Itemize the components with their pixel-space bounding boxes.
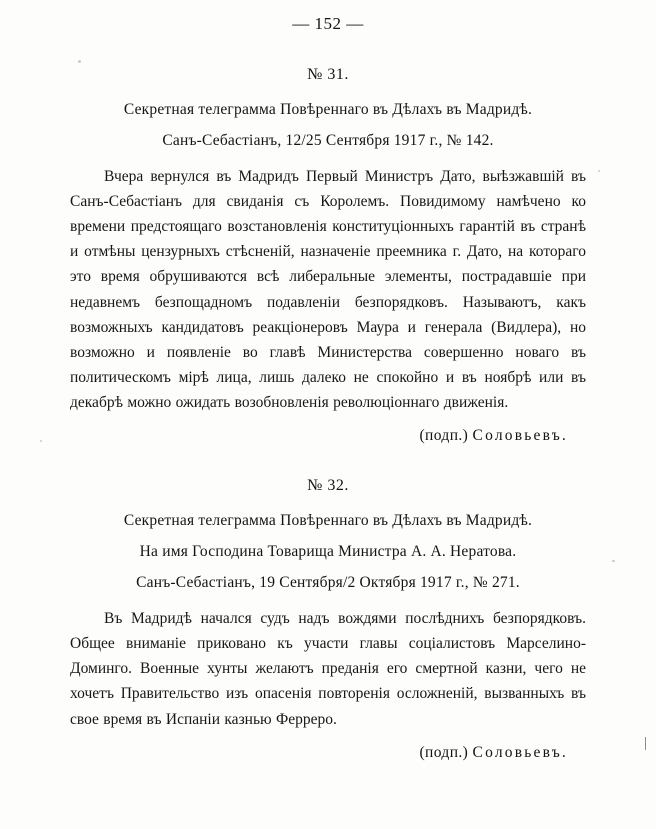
page-content <box>70 0 586 762</box>
paper-speck <box>40 440 42 442</box>
document-number: № 31. <box>307 66 349 83</box>
document-block-31 <box>70 66 586 445</box>
document-subheading: На имя Господина Товарища Министра А. А. Нератова. <box>139 543 517 561</box>
signature-prefix: (подп.) <box>419 427 469 445</box>
paper-speck <box>598 170 600 172</box>
paper-speck <box>612 560 615 562</box>
document-paragraph: Вчера вернулся въ Мадридъ Первый Министръ Дато, выѣзжавшій въ Санъ-Себастіанъ для свиданія съ Королемъ. Повидимому намѣчено ко времени предстоящаго возстановленія конституціонныхъ гарантій въ странѣ и отмѣны цензурныхъ стѣсненій, назначеніе преемника г. Дато, на котораго это время обрушиваются всѣ либеральные элементы, пострадавшіе при недавнемъ безпощадномъ подавленіи безпорядковъ. Называютъ, какъ возможныхъ кандидатовъ реакціонеровъ Маура и генерала (Видлера), но возможно и появленіе во главѣ Министерства совершенно новаго въ политическомъ мірѣ лица, лишь далеко не спокойно и въ ноябрѣ или въ декабрѣ можно ожидать возобновленія революціоннаго движенія. <box>70 168 586 411</box>
document-signature <box>70 744 586 762</box>
document-number: № 32. <box>307 477 349 495</box>
document-heading: Секретная телеграмма Повѣреннаго въ Дѣлахъ въ Мадридѣ. <box>123 101 533 118</box>
page-edge-mark: | <box>643 735 647 751</box>
signature-prefix: (подп.) <box>419 743 469 761</box>
document-paragraph: Въ Мадридѣ начался судъ надъ вождями послѣднихъ безпорядковъ. Общее вниманіе приковано къ участи главы соціалистовъ Марселино-Доминго. Военные хунты желаютъ преданія его смертной казни, чего не хочетъ Правительство изъ опасенія повторенія осложненій, вызванныхъ въ свое время въ Испаніи казнью Ферреро. <box>70 610 586 728</box>
document-block-32 <box>70 477 586 762</box>
page-number: — 152 — <box>292 14 364 33</box>
document-subheading: Санъ-Себастіанъ, 19 Сентября/2 Октября 1917 г., № 271. <box>136 574 520 592</box>
document-subheading: Санъ-Себастіанъ, 12/25 Сентября 1917 г., № 142. <box>162 132 494 149</box>
signature-name: Соловьевъ. <box>472 427 568 445</box>
signature-name: Соловьевъ. <box>472 743 568 761</box>
document-signature <box>70 427 586 445</box>
document-heading: Секретная телеграмма Повѣреннаго въ Дѣлахъ въ Мадридѣ. <box>123 512 533 530</box>
